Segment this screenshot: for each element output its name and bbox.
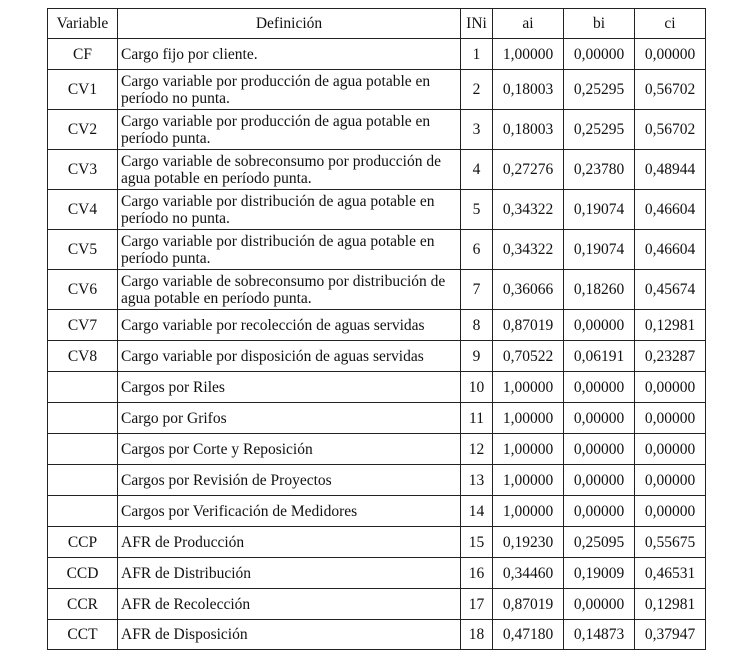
cell-bi: 0,00000 [564,39,635,70]
cell-bi: 0,25295 [564,70,635,110]
cell-variable: CCD [48,558,118,589]
cell-ai: 0,70522 [493,341,564,372]
cell-ai: 1,00000 [493,372,564,403]
cell-definicion: AFR de Recolección [118,589,461,620]
cell-definicion: Cargo variable por producción de agua potable en período no punta. [118,70,461,110]
cell-definicion: Cargo por Grifos [118,403,461,434]
cell-ci: 0,45674 [635,270,706,310]
cell-variable [48,496,118,527]
header-ai: ai [493,9,564,39]
cell-ini: 6 [461,230,493,270]
cell-ai: 0,19230 [493,527,564,558]
table-row [48,589,706,620]
cell-ini: 5 [461,190,493,230]
cell-variable [48,403,118,434]
header-ci: ci [635,9,706,39]
cell-ci: 0,00000 [635,434,706,465]
cell-ci: 0,00000 [635,496,706,527]
cell-ci: 0,56702 [635,110,706,150]
cell-bi: 0,19009 [564,558,635,589]
cell-ini: 2 [461,70,493,110]
cell-bi: 0,00000 [564,589,635,620]
cell-definicion: Cargos por Corte y Reposición [118,434,461,465]
cell-ci: 0,55675 [635,527,706,558]
header-definicion: Definición [118,9,461,39]
cell-ci: 0,48944 [635,150,706,190]
cell-bi: 0,19074 [564,190,635,230]
cell-definicion: Cargo fijo por cliente. [118,39,461,70]
cell-ini: 1 [461,39,493,70]
cell-definicion: Cargo variable de sobreconsumo por distribución de agua potable en período punta. [118,270,461,310]
table-row [48,150,706,190]
cell-ai: 0,34322 [493,190,564,230]
cell-ci: 0,46604 [635,230,706,270]
cell-ai: 0,87019 [493,310,564,341]
cell-definicion: Cargo variable por producción de agua potable en período punta. [118,110,461,150]
cell-bi: 0,19074 [564,230,635,270]
cell-ini: 9 [461,341,493,372]
cell-variable [48,434,118,465]
table-row [48,190,706,230]
cell-ini: 3 [461,110,493,150]
cell-ci: 0,12981 [635,589,706,620]
cell-ci: 0,56702 [635,70,706,110]
cell-variable: CCP [48,527,118,558]
cell-ini: 10 [461,372,493,403]
cell-bi: 0,00000 [564,465,635,496]
cell-definicion: Cargo variable por distribución de agua potable en período no punta. [118,190,461,230]
table-header-row [48,9,706,39]
cell-variable [48,465,118,496]
cell-variable: CCT [48,620,118,650]
cell-ini: 15 [461,527,493,558]
cell-ini: 18 [461,620,493,650]
cell-definicion: Cargo variable de sobreconsumo por producción de agua potable en período punta. [118,150,461,190]
table-row [48,465,706,496]
header-bi: bi [564,9,635,39]
cell-ai: 1,00000 [493,496,564,527]
table-row [48,527,706,558]
cell-variable: CF [48,39,118,70]
cell-ini: 7 [461,270,493,310]
table-row [48,230,706,270]
cell-ai: 0,47180 [493,620,564,650]
table-row [48,496,706,527]
cell-definicion: AFR de Disposición [118,620,461,650]
cell-variable [48,372,118,403]
cell-bi: 0,23780 [564,150,635,190]
cell-bi: 0,00000 [564,403,635,434]
cell-ci: 0,37947 [635,620,706,650]
cell-definicion: Cargo variable por recolección de aguas servidas [118,310,461,341]
cell-ci: 0,46531 [635,558,706,589]
cell-variable: CV6 [48,270,118,310]
cell-definicion: AFR de Producción [118,527,461,558]
table-row [48,341,706,372]
cell-definicion: Cargo variable por distribución de agua potable en período punta. [118,230,461,270]
cell-ai: 0,18003 [493,110,564,150]
cell-ini: 12 [461,434,493,465]
table-row [48,70,706,110]
cell-bi: 0,25095 [564,527,635,558]
table-row [48,110,706,150]
cell-ci: 0,00000 [635,403,706,434]
cell-ai: 0,36066 [493,270,564,310]
cell-variable: CV7 [48,310,118,341]
cell-bi: 0,00000 [564,434,635,465]
tariff-coefficients-table [47,8,706,650]
cell-variable: CV3 [48,150,118,190]
cell-ai: 1,00000 [493,39,564,70]
cell-ci: 0,46604 [635,190,706,230]
cell-bi: 0,00000 [564,496,635,527]
cell-definicion: Cargos por Revisión de Proyectos [118,465,461,496]
cell-bi: 0,00000 [564,372,635,403]
cell-ai: 1,00000 [493,434,564,465]
cell-variable: CV8 [48,341,118,372]
cell-bi: 0,14873 [564,620,635,650]
cell-definicion: AFR de Distribución [118,558,461,589]
cell-ci: 0,00000 [635,372,706,403]
table-row [48,558,706,589]
cell-ini: 8 [461,310,493,341]
cell-ci: 0,12981 [635,310,706,341]
cell-ai: 0,34322 [493,230,564,270]
cell-ai: 0,18003 [493,70,564,110]
cell-bi: 0,06191 [564,341,635,372]
table-row [48,620,706,650]
table-row [48,403,706,434]
table-row [48,39,706,70]
cell-ai: 0,87019 [493,589,564,620]
cell-bi: 0,25295 [564,110,635,150]
cell-ci: 0,00000 [635,39,706,70]
table-row [48,434,706,465]
cell-ini: 14 [461,496,493,527]
cell-definicion: Cargos por Verificación de Medidores [118,496,461,527]
header-ini: INi [461,9,493,39]
cell-variable: CV4 [48,190,118,230]
cell-ini: 11 [461,403,493,434]
cell-ini: 16 [461,558,493,589]
cell-definicion: Cargos por Riles [118,372,461,403]
cell-ai: 0,27276 [493,150,564,190]
cell-variable: CV2 [48,110,118,150]
cell-variable: CV5 [48,230,118,270]
header-variable: Variable [48,9,118,39]
cell-ini: 13 [461,465,493,496]
table-row [48,310,706,341]
cell-ci: 0,23287 [635,341,706,372]
cell-definicion: Cargo variable por disposición de aguas servidas [118,341,461,372]
cell-variable: CCR [48,589,118,620]
table-row [48,270,706,310]
cell-bi: 0,00000 [564,310,635,341]
cell-variable: CV1 [48,70,118,110]
cell-ai: 0,34460 [493,558,564,589]
table-row [48,372,706,403]
cell-ai: 1,00000 [493,403,564,434]
cell-bi: 0,18260 [564,270,635,310]
cell-ini: 4 [461,150,493,190]
cell-ini: 17 [461,589,493,620]
cell-ai: 1,00000 [493,465,564,496]
cell-ci: 0,00000 [635,465,706,496]
